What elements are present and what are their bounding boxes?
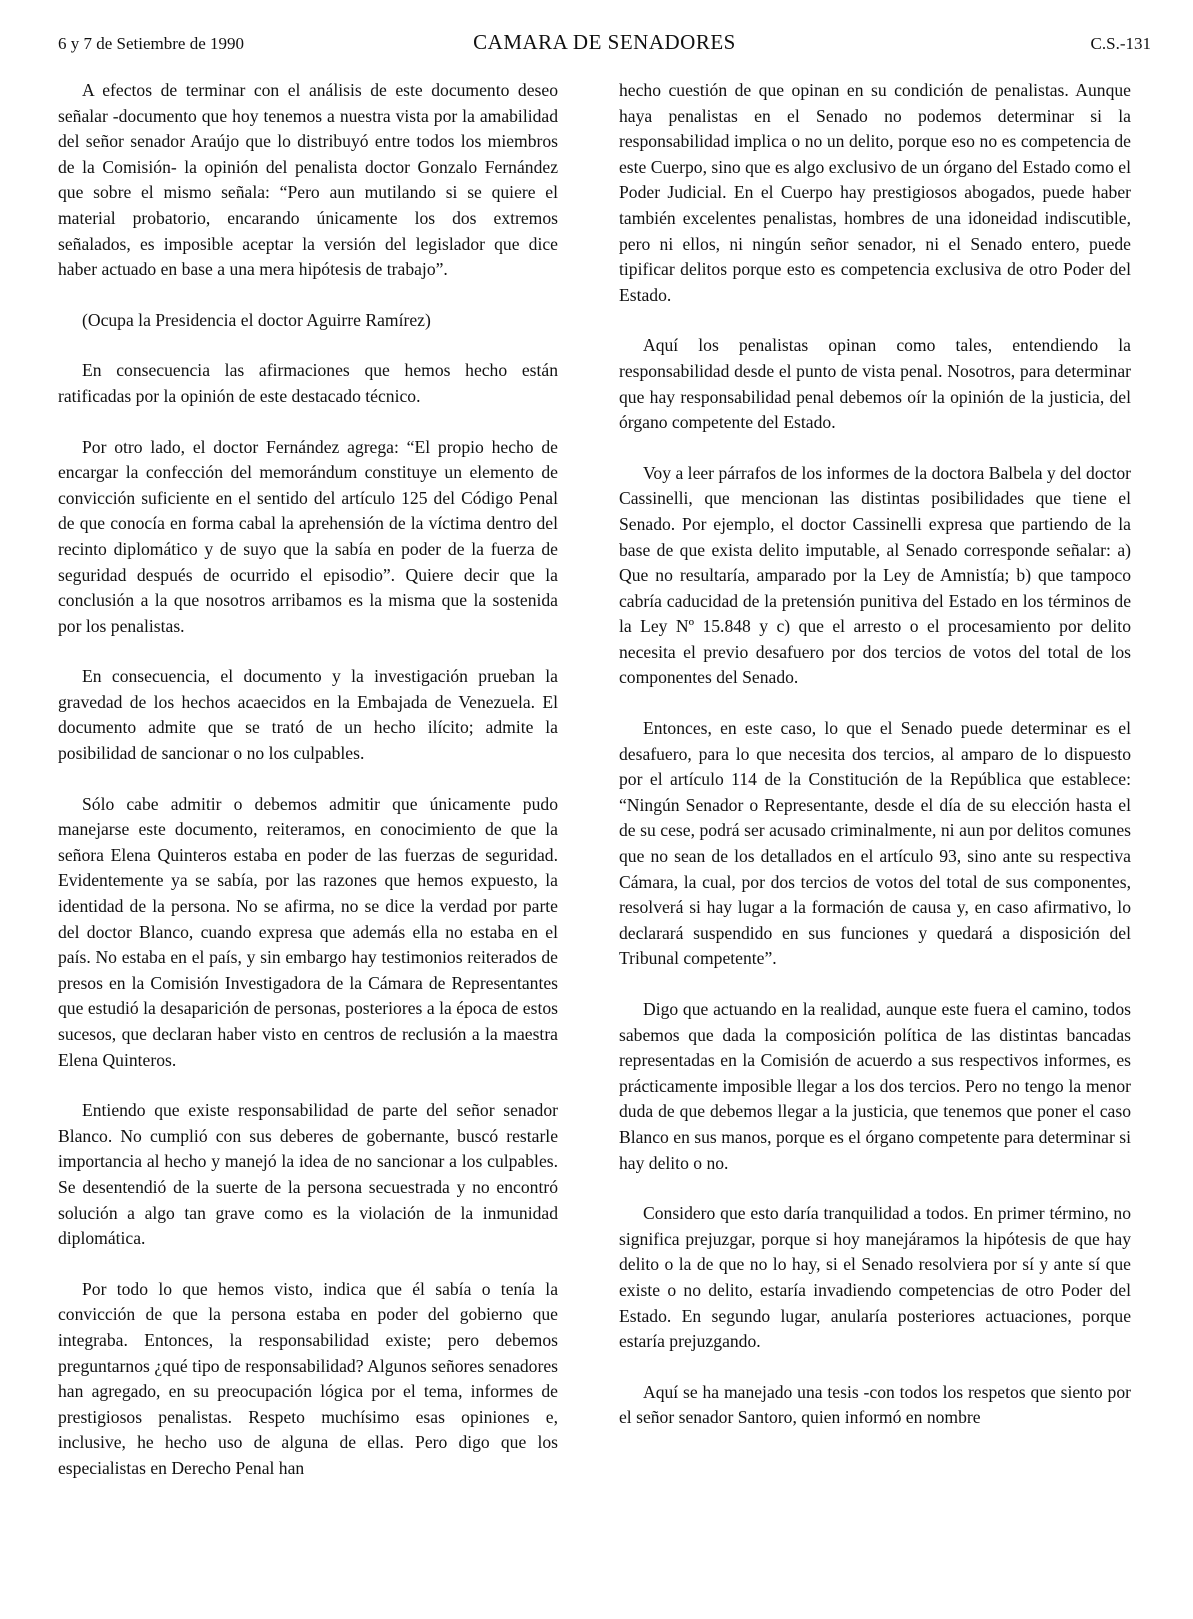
left-column (58, 78, 558, 1507)
paragraph: hecho cuestión de que opinan en su condición de penalistas. Aunque haya penalistas en el Senado no podemos determinar si la responsabilidad implica o no un delito, porque eso no es competencia de este Cuerpo, sino que es algo exclusivo de un órgano del Estado como el Poder Judicial. En el Cuerpo hay prestigiosos abogados, puede haber también excelentes penalistas, hombres de una idoneidad indiscutible, pero ni ellos, ni ningún señor senador, ni el Senado entero, puede tipificar delitos porque esto es competencia exclusiva de otro Poder del Estado. (619, 80, 1131, 305)
right-column (619, 78, 1131, 1456)
paragraph: En consecuencia, el documento y la investigación prueban la gravedad de los hechos acaecidos en la Embajada de Venezuela. El documento admite que se trató de un hecho ilícito; admite la posibilidad de sancionar o no los culpables. (58, 666, 558, 764)
header-date: 6 y 7 de Setiembre de 1990 (58, 34, 245, 53)
header-title: CAMARA DE SENADORES (473, 30, 736, 54)
paragraph: A efectos de terminar con el análisis de este documento deseo señalar -documento que hoy tenemos a nuestra vista por la amabilidad del señor senador Araújo que lo distribuyó entre todos los miembros de la Comisión- la opinión del penalista doctor Gonzalo Fernández que sobre el mismo señala: “Pero aun mutilando si se quiere el material probatorio, encarando únicamente los dos extremos señalados, es imposible aceptar la versión del legislador que dice haber actuado en base a una mera hipótesis de trabajo”. (58, 80, 558, 280)
paragraph: Aquí se ha manejado una tesis -con todos los respetos que siento por el señor senador Santoro, quien informó en nombre (619, 1381, 1131, 1428)
paragraph: Entiendo que existe responsabilidad de parte del señor senador Blanco. No cumplió con sus deberes de gobernante, buscó restarle importancia al hecho y manejó la idea de no sancionar a los culpables. Se desentendió de la suerte de la persona secuestrada y no encontró solución a algo tan grave como es la violación de la inmunidad diplomática. (58, 1100, 558, 1249)
paragraph: Digo que actuando en la realidad, aunque este fuera el camino, todos sabemos que dada la composición política de las distintas bancadas representadas en la Comisión de acuerdo a sus respectivos informes, es prácticamente imposible llegar a los dos tercios. Pero no tengo la menor duda de que debemos llegar a la justicia, que tenemos que poner el caso Blanco en sus manos, porque es el órgano competente para determinar si hay delito o no. (619, 999, 1131, 1173)
page-header (58, 30, 1151, 60)
paragraph: Sólo cabe admitir o debemos admitir que únicamente pudo manejarse este documento, reiteramos, en conocimiento de que la señora Elena Quinteros estaba en poder de las fuerzas de seguridad. Evidentemente ya se sabía, por las razones que hemos expuesto, la identidad de la persona. No se afirma, no se dice la verdad por parte del doctor Blanco, cuando expresa que además ella no estaba en el país. No estaba en el país, y sin embargo hay testimonios reiterados de presos en la Comisión Investigadora de la Cámara de Representantes que estudió la desaparición de personas, posteriores a la época de estos sucesos, que declaran haber visto en centros de reclusión a la maestra Elena Quinteros. (58, 793, 558, 1070)
paragraph: Voy a leer párrafos de los informes de la doctora Balbela y del doctor Cassinelli, que mencionan las distintas posibilidades que tiene el Senado. Por ejemplo, el doctor Cassinelli expresa que partiendo de la base de que exista delito imputable, al Senado corresponde señalar: a) Que no resultaría, amparado por la Ley de Amnistía; b) que tampoco cabría caducidad de la pretensión punitiva del Estado en los términos de la Ley Nº 15.848 y c) que el arresto o el procesamiento por delito necesita el previo desafuero por dos tercios de votos del total de los componentes del Senado. (619, 462, 1131, 688)
paragraph: Aquí los penalistas opinan como tales, entendiendo la responsabilidad desde el punto de vista penal. Nosotros, para determinar que hay responsabilidad penal debemos oír la opinión de la justicia, del órgano competente del Estado. (619, 335, 1131, 433)
paragraph: En consecuencia las afirmaciones que hemos hecho están ratificadas por la opinión de este destacado técnico. (58, 360, 558, 406)
paragraph: Considero que esto daría tranquilidad a todos. En primer término, no significa prejuzgar, porque si hoy manejáramos la hipótesis de que hay delito o la de que no lo hay, si el Senado resolviera por sí y ante sí que existe o no delito, estaría invadiendo competencias de otro Poder del Estado. En segundo lugar, anularía posteriores actuaciones, porque estaría prejuzgando. (619, 1203, 1131, 1352)
paragraph: Entonces, en este caso, lo que el Senado puede determinar es el desafuero, para lo que necesita dos tercios, al amparo de lo dispuesto por el artículo 114 de la Constitución de la República que establece: “Ningún Senador o Representante, desde el día de su elección hasta el de su cese, podrá ser acusado criminalmente, ni aun por delitos comunes que no sean de los detallados en el artículo 93, sino ante su respectiva Cámara, la cual, por dos tercios de votos del total de sus componentes, resolverá si hay lugar a la formación de causa y, en caso afirmativo, lo declarará suspendido en sus funciones y quedará a disposición del Tribunal competente”. (619, 718, 1131, 969)
paragraph: Por todo lo que hemos visto, indica que él sabía o tenía la convicción de que la persona estaba en poder del gobierno que integraba. Entonces, la responsabilidad existe; pero debemos preguntarnos ¿qué tipo de responsabilidad? Algunos señores senadores han agregado, en su preocupación lógica por el tema, informes de prestigiosos penalistas. Respeto muchísimo esas opiniones e, inclusive, he hecho uso de alguna de ellas. Pero digo que los especialistas en Derecho Penal han (58, 1278, 558, 1478)
header-page-number: C.S.-131 (1090, 34, 1151, 53)
presidency-note: (Ocupa la Presidencia el doctor Aguirre Ramírez) (82, 309, 431, 330)
paragraph: Por otro lado, el doctor Fernández agrega: “El propio hecho de encargar la confección del memorándum constituye un elemento de convicción suficiente en el sentido del artículo 125 del Código Penal de que conocía en forma cabal la aprehensión de la víctima dentro del recinto diplomático y de suyo que la sabía en poder de la fuerza de seguridad después de ocurrido el episodio”. Quiere decir que la conclusión a la que nosotros arribamos es la misma que la sostenida por los penalistas. (58, 436, 558, 636)
